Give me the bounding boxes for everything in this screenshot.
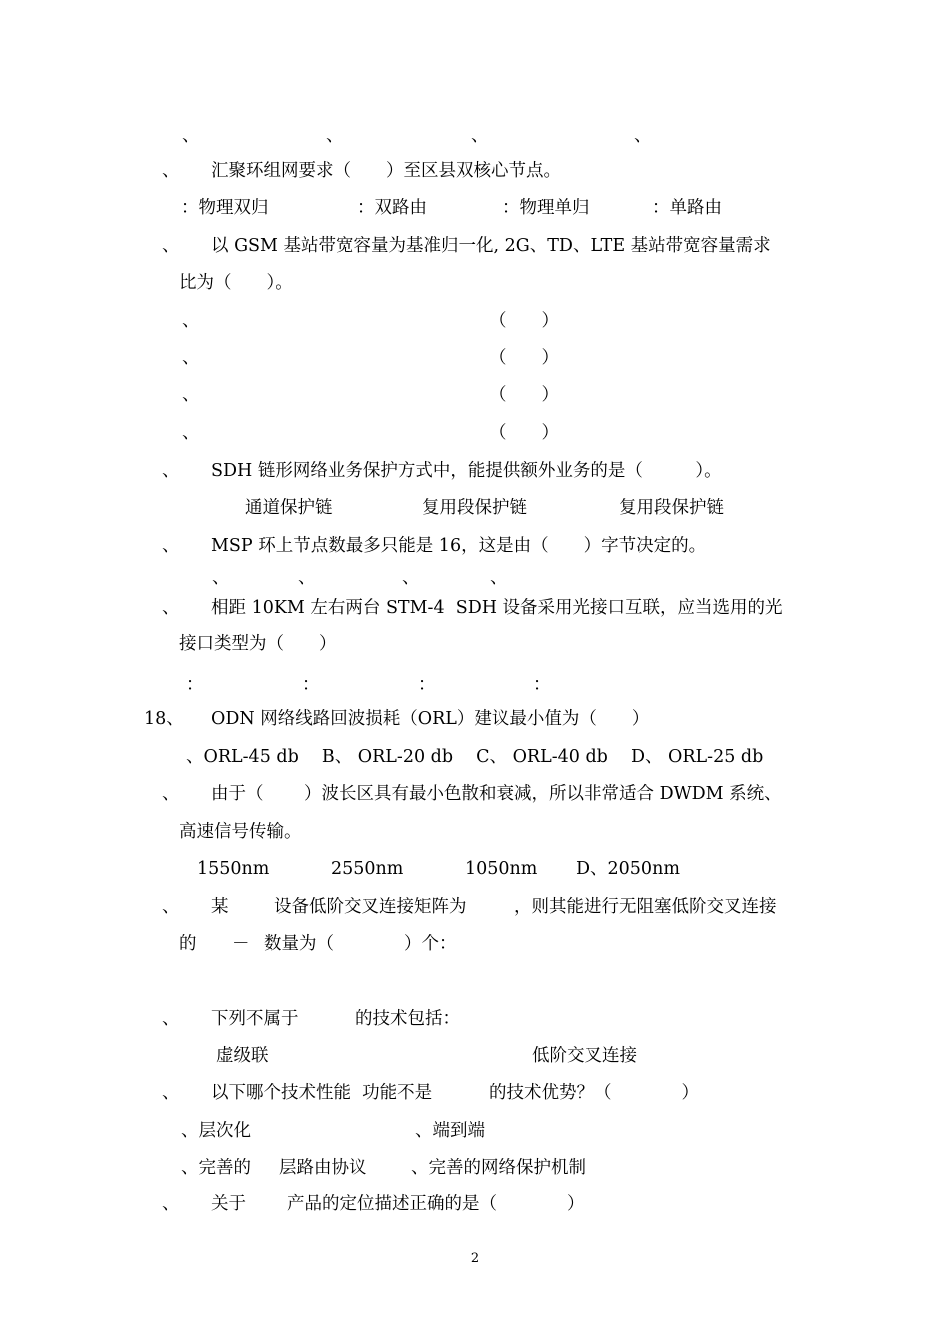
option-text: ：单路由: [652, 198, 722, 218]
question-number: 、: [162, 1194, 180, 1214]
question-number: 、: [162, 236, 180, 256]
question-number: 、: [162, 598, 180, 618]
option-marker: 、: [182, 311, 200, 331]
question-text: 设备低阶交叉连接矩阵为: [274, 897, 467, 917]
question-text: 关于: [211, 1194, 246, 1214]
option-text: 通道保护链: [245, 498, 333, 518]
option-text: 、完善的: [181, 1158, 251, 1178]
option-marker: 、: [471, 126, 489, 146]
option-marker: ：: [302, 675, 320, 695]
question-number: 、: [162, 784, 180, 804]
page-number: 2: [470, 1251, 480, 1266]
question-number: 、: [162, 1083, 180, 1103]
option-blank: （ ）: [489, 385, 559, 405]
option-text: 1050nm: [465, 859, 538, 879]
question-text: 比为（ ）。: [179, 273, 293, 293]
question-text: 的: [179, 934, 197, 954]
question-text: ODN 网络线路回波损耗（ORL）建议最小值为（ ）: [211, 709, 650, 729]
option-blank: （ ）: [489, 423, 559, 443]
option-text: 2550nm: [331, 859, 404, 879]
option-blank: （ ）: [489, 348, 559, 368]
question-text: 以下哪个技术性能 功能不是: [211, 1083, 433, 1103]
option-text: 复用段保护链: [619, 498, 724, 518]
option-text: 、完善的网络保护机制: [411, 1158, 586, 1178]
question-text: 数量为（ ）个：: [264, 934, 457, 954]
option-text: 层路由协议: [279, 1158, 367, 1178]
question-text: 接口类型为（ ）: [179, 634, 337, 654]
question-text: 由于（ ）波长区具有最小色散和衰减，所以非常适合 DWDM 系统、: [211, 784, 782, 804]
option-text: ：物理单归: [502, 198, 590, 218]
option-marker: 、: [298, 568, 316, 588]
question-text: －: [232, 934, 250, 954]
option-text: ：物理双归: [181, 198, 269, 218]
question-number: 、: [162, 1009, 180, 1029]
question-number: 、: [162, 461, 180, 481]
option-marker: 、: [326, 126, 344, 146]
option-marker: 、: [212, 568, 230, 588]
question-text: 下列不属于: [211, 1009, 299, 1029]
option-text: ：双路由: [357, 198, 427, 218]
option-marker: 、: [634, 126, 652, 146]
option-blank: （ ）: [489, 311, 559, 331]
option-marker: ：: [533, 675, 551, 695]
option-marker: ：: [186, 675, 204, 695]
option-marker: 、: [182, 348, 200, 368]
question-text: SDH 链形网络业务保护方式中，能提供额外业务的是（ ）。: [211, 461, 722, 481]
question-text: 以 GSM 基站带宽容量为基准归一化, 2G、TD、LTE 基站带宽容量需求: [211, 236, 771, 256]
option-text: D、2050nm: [576, 859, 680, 879]
question-number: 、: [162, 161, 180, 181]
option-text: 虚级联: [216, 1046, 269, 1066]
option-marker: 、: [182, 385, 200, 405]
question-text: 高速信号传输。: [179, 822, 302, 842]
question-text: 汇聚环组网要求（ ）至区县双核心节点。: [211, 161, 561, 181]
question-text: 的技术优势？（ ）: [489, 1083, 699, 1103]
question-text: MSP 环上节点数最多只能是 16，这是由（ ）字节决定的。: [211, 536, 707, 556]
option-text: 、端到端: [415, 1121, 485, 1141]
question-text: 的技术包括：: [355, 1009, 460, 1029]
option-text: 低阶交叉连接: [532, 1046, 637, 1066]
question-text: 相距 10KM 左右两台 STM-4 SDH 设备采用光接口互联，应当选用的光: [211, 598, 783, 618]
option-marker: 、: [490, 568, 508, 588]
question-number: 、: [162, 536, 180, 556]
question-number: 、: [162, 897, 180, 917]
question-text: 产品的定位描述正确的是（ ）: [287, 1194, 585, 1214]
option-marker: 、: [182, 423, 200, 443]
question-text: 某: [211, 897, 229, 917]
option-marker: 、: [402, 568, 420, 588]
option-marker: ：: [418, 675, 436, 695]
option-text: 1550nm: [197, 859, 270, 879]
option-marker: 、: [182, 126, 200, 146]
option-text: 、层次化: [181, 1121, 251, 1141]
option-text: 复用段保护链: [422, 498, 527, 518]
option-text: 、ORL-45 db B、 ORL-20 db C、 ORL-40 db D、 ORL-25 db: [186, 747, 764, 767]
question-text: ，则其能进行无阻塞低阶交叉连接: [514, 897, 777, 917]
question-number: 18、: [144, 709, 184, 729]
